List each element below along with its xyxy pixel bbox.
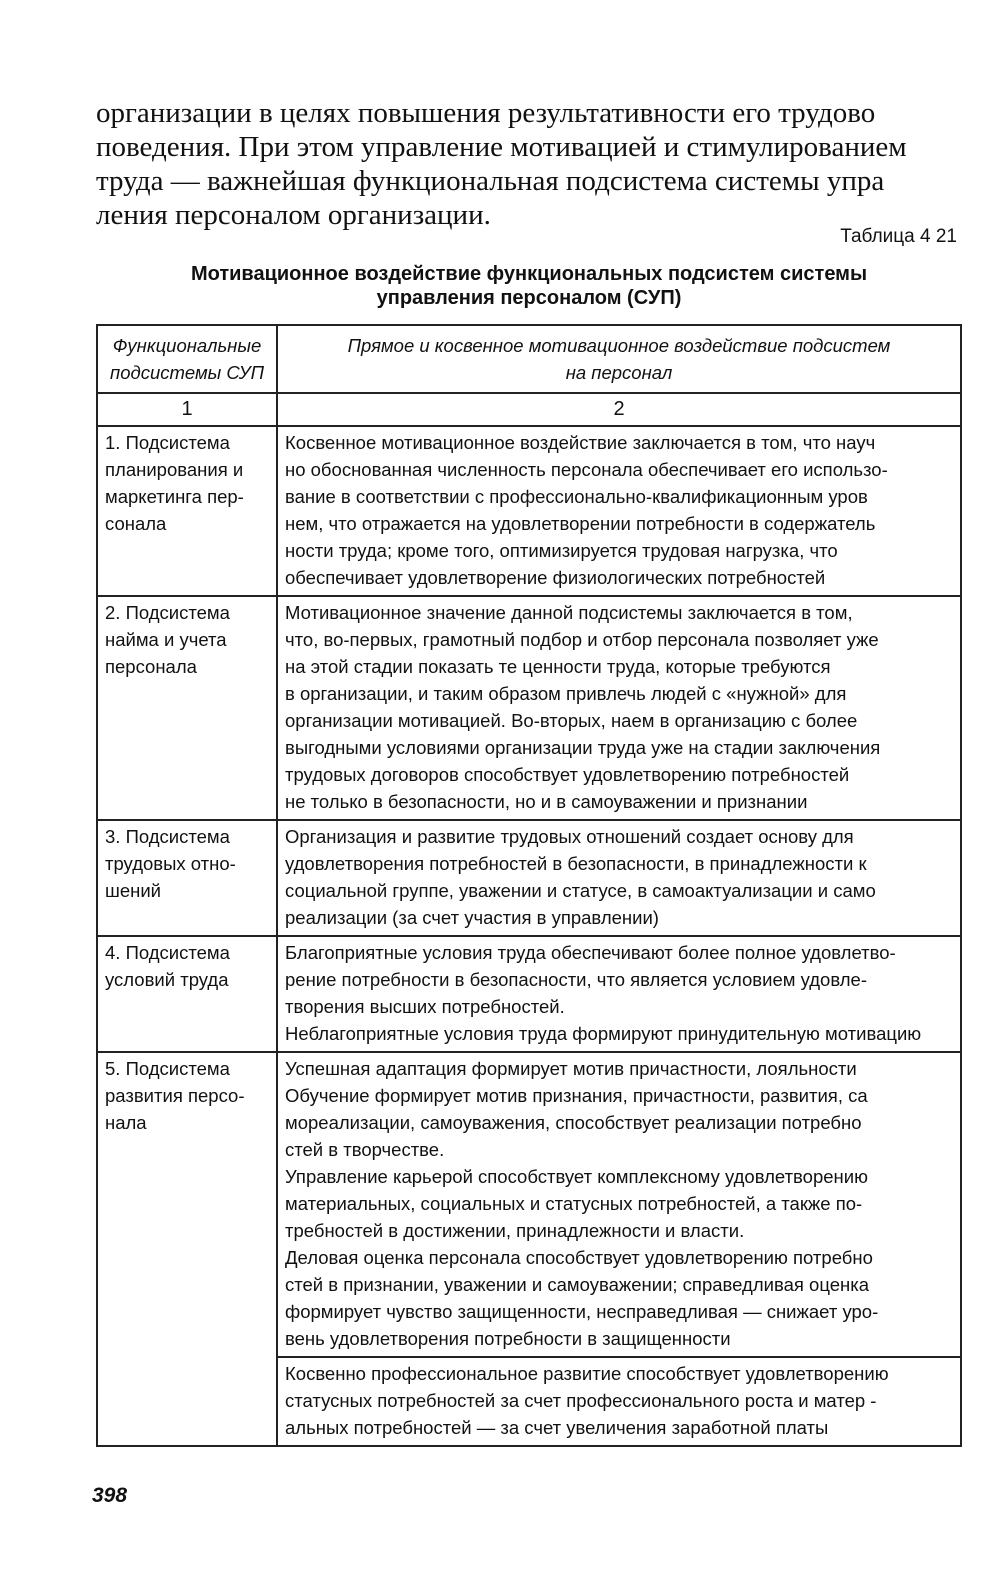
cell-line: требностей в достижении, принадлежности и власти. xyxy=(285,1220,745,1241)
cell-line: персонала xyxy=(105,656,197,677)
cell-line: вень удовлетворения потребности в защищенности xyxy=(285,1328,731,1349)
cell-line: маркетинга пер- xyxy=(105,486,244,507)
cell-line: социальной группе, уважении и статусе, в самоактуализации и само xyxy=(285,880,876,901)
cell-line: 4. Подсистема xyxy=(105,942,230,963)
cell-line: найма и учета xyxy=(105,629,227,650)
cell-line: в организации, и таким образом привлечь людей с «нужной» для xyxy=(285,683,847,704)
subsystem-effect-cell xyxy=(277,820,961,936)
cell-line: Мотивационное значение данной подсистемы заключается в том, xyxy=(285,602,853,623)
cell-line: альных потребностей — за счет увеличения заработной платы xyxy=(285,1417,829,1438)
header-line: подсистемы СУП xyxy=(110,362,264,383)
subsystem-effect-cell xyxy=(277,426,961,596)
header-col1 xyxy=(97,325,277,393)
cell-line: Обучение формирует мотив признания, причастности, развития, са xyxy=(285,1085,868,1106)
subsystem-effect-cell xyxy=(277,1357,961,1446)
cell-line: Косвенное мотивационное воздействие заключается в том, что науч xyxy=(285,432,876,453)
table-row xyxy=(97,596,961,820)
subsystems-table xyxy=(96,324,962,1447)
subsystem-name-cell xyxy=(97,1052,277,1446)
cell-line: развития персо- xyxy=(105,1085,245,1106)
subsystem-effect-cell xyxy=(277,936,961,1052)
cell-line: ности труда; кроме того, оптимизируется трудовая нагрузка, что xyxy=(285,540,838,561)
cell-line: Благоприятные условия труда обеспечивают более полное удовлетво- xyxy=(285,942,896,963)
column-number-row xyxy=(97,393,961,426)
cell-line: Неблагоприятные условия труда формируют принудительную мотивацию xyxy=(285,1023,922,1044)
cell-line: Косвенно профессиональное развитие способствует удовлетворению xyxy=(285,1363,889,1384)
subsystem-name-cell xyxy=(97,426,277,596)
header-line: на персонал xyxy=(565,362,673,383)
table-title xyxy=(96,262,962,310)
cell-line: трудовых договоров способствует удовлетворению потребностей xyxy=(285,764,850,785)
cell-line: материальных, социальных и статусных потребностей, а также по- xyxy=(285,1193,863,1214)
cell-line: выгодными условиями организации труда уже на стадии заключения xyxy=(285,737,881,758)
cell-line: реализации (за счет участия в управлении) xyxy=(285,907,659,928)
cell-line: сонала xyxy=(105,513,167,534)
subsystem-effect-cell xyxy=(277,1052,961,1357)
cell-line: организации мотивацией. Во-вторых, наем в организацию с более xyxy=(285,710,858,731)
table-title-line: Мотивационное воздействие функциональных подсистем системы xyxy=(190,263,868,285)
table-row xyxy=(97,936,961,1052)
header-line: Функциональные xyxy=(112,335,262,356)
cell-line: нала xyxy=(105,1112,147,1133)
cell-line: статусных потребностей за счет профессионального роста и матер - xyxy=(285,1390,877,1411)
cell-line: 5. Подсистема xyxy=(105,1058,230,1079)
intro-line: поведения. При этом управление мотивацией и стимулированием xyxy=(96,131,907,163)
subsystem-name-cell xyxy=(97,596,277,820)
cell-line: но обоснованная численность персонала обеспечивает его использо- xyxy=(285,459,888,480)
cell-line: 2. Подсистема xyxy=(105,602,230,623)
cell-line: на этой стадии показать те ценности труда, которые требуются xyxy=(285,656,831,677)
header-line: Прямое и косвенное мотивационное воздействие подсистем xyxy=(347,335,891,356)
cell-line: нем, что отражается на удовлетворении потребности в содержатель xyxy=(285,513,876,534)
column-number: 2 xyxy=(277,393,961,426)
subsystem-name-cell xyxy=(97,820,277,936)
cell-line: шений xyxy=(105,880,162,901)
intro-line: организации в целях повышения результативности его трудово xyxy=(96,97,876,129)
table-row xyxy=(97,820,961,936)
table-label: Таблица 4 21 xyxy=(840,226,957,247)
column-number: 1 xyxy=(97,393,277,426)
table-row xyxy=(97,1052,961,1357)
cell-line: Управление карьерой способствует комплексному удовлетворению xyxy=(285,1166,868,1187)
table-title-line: управления персоналом (СУП) xyxy=(376,287,682,309)
table-body xyxy=(97,426,961,1446)
cell-line: Деловая оценка персонала способствует удовлетворению потребно xyxy=(285,1247,873,1268)
cell-line: рение потребности в безопасности, что является условием удовле- xyxy=(285,969,867,990)
cell-line: 1. Подсистема xyxy=(105,432,230,453)
cell-line: планирования и xyxy=(105,459,244,480)
table-row xyxy=(97,426,961,596)
cell-line: Организация и развитие трудовых отношений создает основу для xyxy=(285,826,854,847)
cell-line: трудовых отно- xyxy=(105,853,236,874)
cell-line: условий труда xyxy=(105,969,229,990)
cell-line: 3. Подсистема xyxy=(105,826,230,847)
cell-line: формирует чувство защищенности, несправедливая — снижает уро- xyxy=(285,1301,879,1322)
intro-line: ления персоналом организации. xyxy=(96,199,491,231)
intro-paragraph xyxy=(96,96,958,232)
cell-line: не только в безопасности, но и в самоуважении и признании xyxy=(285,791,808,812)
cell-line: удовлетворения потребностей в безопасности, в принадлежности к xyxy=(285,853,867,874)
cell-line: стей в творчестве. xyxy=(285,1139,445,1160)
intro-line: труда — важнейшая функциональная подсистема системы упра xyxy=(96,165,885,197)
cell-line: мореализации, самоуважения, способствует реализации потребно xyxy=(285,1112,862,1133)
table-header-row xyxy=(97,325,961,393)
subsystem-effect-cell xyxy=(277,596,961,820)
cell-line: Успешная адаптация формирует мотив причастности, лояльности xyxy=(285,1058,857,1079)
cell-line: стей в признании, уважении и самоуважении; справедливая оценка xyxy=(285,1274,869,1295)
cell-line: вание в соответствии с профессионально-квалификационным уров xyxy=(285,486,868,507)
header-col2 xyxy=(277,325,961,393)
cell-line: творения высших потребностей. xyxy=(285,996,565,1017)
page-number: 398 xyxy=(92,1484,128,1507)
subsystem-name-cell xyxy=(97,936,277,1052)
cell-line: обеспечивает удовлетворение физиологических потребностей xyxy=(285,567,826,588)
cell-line: что, во-первых, грамотный подбор и отбор персонала позволяет уже xyxy=(285,629,879,650)
